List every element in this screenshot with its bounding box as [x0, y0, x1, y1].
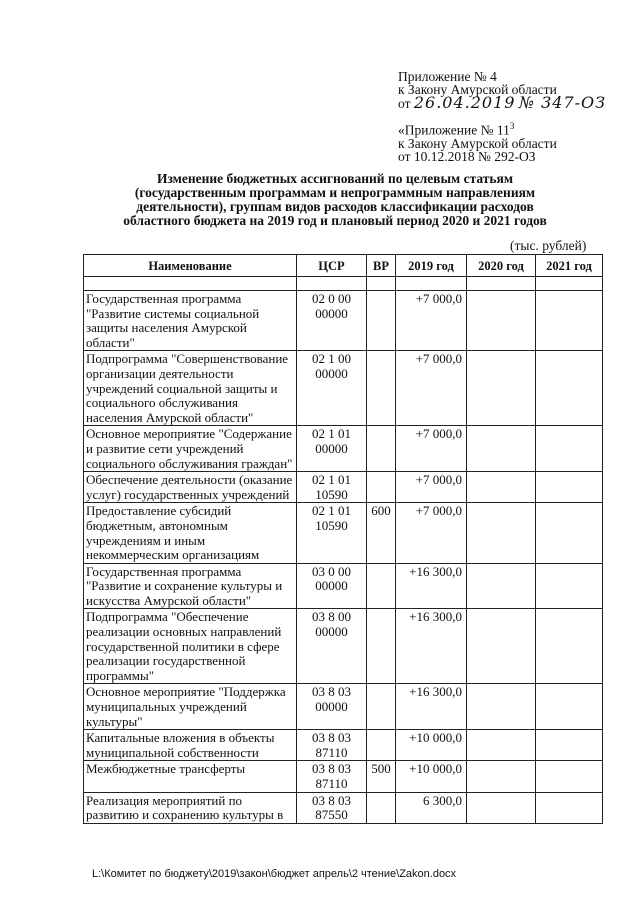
table-row — [84, 563, 603, 609]
row-2021 — [536, 761, 603, 792]
appendix-4-date-line — [398, 93, 607, 112]
header-vr: ВР — [367, 255, 396, 277]
row-vr — [367, 472, 396, 503]
row-name: Государственная программа "Развитие и сохранение культуры и искусства Амурской области" — [84, 563, 297, 609]
appendix-11-superscript: 3 — [509, 121, 515, 131]
row-vr: 600 — [367, 503, 396, 563]
row-2021 — [536, 291, 603, 351]
row-2019: +7 000,0 — [396, 351, 467, 426]
table-header-row — [84, 255, 603, 277]
row-vr: 500 — [367, 761, 396, 792]
title-line-2: (государственным программам и непрограммным направлениям — [134, 185, 536, 200]
header-2020: 2020 год — [467, 255, 536, 277]
row-name: Государственная программа "Развитие системы социальной защиты населения Амурской области" — [84, 291, 297, 351]
handwritten-date: 26.04.2019 — [413, 93, 516, 112]
document-title — [95, 172, 575, 228]
appendix-11-title: «Приложение № $11^3$ — [398, 121, 515, 138]
row-csr: 02 1 00 00000 — [297, 351, 367, 426]
row-csr: 03 8 03 00000 — [297, 684, 367, 730]
row-2020 — [467, 730, 536, 761]
row-2020 — [467, 609, 536, 684]
row-2021 — [536, 563, 603, 609]
budget-table — [83, 254, 603, 824]
row-csr: 03 8 03 87550 — [297, 792, 367, 823]
file-path-footer: L:\Комитет по бюджету\2019\закон\бюджет апрель\2 чтение\Zakon.docx — [92, 868, 457, 880]
row-csr: 03 8 03 87110 — [297, 730, 367, 761]
row-2021 — [536, 684, 603, 730]
table-row — [84, 472, 603, 503]
row-2021 — [536, 792, 603, 823]
row-name: Межбюджетные трансферты — [84, 761, 297, 792]
row-vr — [367, 684, 396, 730]
row-csr: 02 1 01 00000 — [297, 426, 367, 472]
row-2021 — [536, 609, 603, 684]
header-2019: 2019 год — [396, 255, 467, 277]
row-vr — [367, 426, 396, 472]
units-label: (тыс. рублей) — [510, 238, 587, 253]
row-2019: +7 000,0 — [396, 291, 467, 351]
row-2020 — [467, 291, 536, 351]
row-2020 — [467, 503, 536, 563]
title-line-3: деятельности), группам видов расходов классификации расходов — [136, 199, 534, 214]
table-row — [84, 426, 603, 472]
handwritten-number: № 347-ОЗ — [518, 93, 607, 112]
row-name: Подпрограмма "Обеспечение реализации основных направлений государственной политики в сфере реализации государственной программы" — [84, 609, 297, 684]
table-row — [84, 351, 603, 426]
row-2021 — [536, 730, 603, 761]
appendix-4-header — [398, 70, 606, 110]
table-row — [84, 684, 603, 730]
row-2020 — [467, 472, 536, 503]
appendix-4-title: Приложение № 4 — [398, 69, 497, 84]
row-2020 — [467, 563, 536, 609]
header-name: Наименование — [84, 255, 297, 277]
header-2021: 2021 год — [536, 255, 603, 277]
row-name: Капитальные вложения в объекты муниципальной собственности — [84, 730, 297, 761]
table-row — [84, 730, 603, 761]
row-vr — [367, 792, 396, 823]
row-2021 — [536, 426, 603, 472]
row-2019: 6 300,0 — [396, 792, 467, 823]
row-2020 — [467, 684, 536, 730]
title-line-4: областного бюджета на 2019 год и плановый период 2020 и 2021 годов — [123, 213, 547, 228]
row-name: Подпрограмма "Совершенствование организации деятельности учреждений социальной защиты и социального обслуживания населения Амурской области" — [84, 351, 297, 426]
row-name: Реализация мероприятий по развитию и сохранению культуры в — [84, 792, 297, 823]
table-row — [84, 503, 603, 563]
appendix-4-law: к Закону Амурской области — [398, 82, 557, 97]
table-row — [84, 291, 603, 351]
row-vr — [367, 291, 396, 351]
row-2020 — [467, 761, 536, 792]
row-2020 — [467, 351, 536, 426]
row-csr: 03 8 03 87110 — [297, 761, 367, 792]
header-csr: ЦСР — [297, 255, 367, 277]
row-csr: 02 0 00 00000 — [297, 291, 367, 351]
row-vr — [367, 730, 396, 761]
appendix-11-date: от 10.12.2018 № 292-ОЗ — [398, 148, 536, 164]
row-csr: 03 8 00 00000 — [297, 609, 367, 684]
row-2020 — [467, 426, 536, 472]
row-name: Основное мероприятие "Содержание и развитие сети учреждений социального обслуживания граждан" — [84, 426, 297, 472]
row-2019: +10 000,0 — [396, 730, 467, 761]
row-name: Основное мероприятие "Поддержка муниципальных учреждений культуры" — [84, 684, 297, 730]
row-2019: +16 300,0 — [396, 563, 467, 609]
appendix-11-header — [398, 120, 557, 163]
row-2021 — [536, 351, 603, 426]
title-line-1: Изменение бюджетных ассигнований по целевым статьям — [156, 171, 514, 186]
table-row — [84, 792, 603, 823]
table-row — [84, 761, 603, 792]
row-2020 — [467, 792, 536, 823]
row-2019: +16 300,0 — [396, 609, 467, 684]
appendix-4-date-prefix: от — [398, 96, 411, 111]
row-2021 — [536, 472, 603, 503]
row-vr — [367, 563, 396, 609]
row-vr — [367, 609, 396, 684]
row-2019: +7 000,0 — [396, 503, 467, 563]
table-row — [84, 609, 603, 684]
row-vr — [367, 351, 396, 426]
appendix-11-law: к Закону Амурской области — [398, 135, 557, 151]
row-csr: 02 1 01 10590 — [297, 503, 367, 563]
row-csr: 02 1 01 10590 — [297, 472, 367, 503]
row-2019: +16 300,0 — [396, 684, 467, 730]
row-2019: +7 000,0 — [396, 426, 467, 472]
row-2019: +7 000,0 — [396, 472, 467, 503]
table-spacer-row — [84, 277, 603, 291]
row-name: Обеспечение деятельности (оказание услуг) государственных учреждений — [84, 472, 297, 503]
row-name: Предоставление субсидий бюджетным, автономным учреждениям и иным некоммерческим организациям — [84, 503, 297, 563]
row-2019: +10 000,0 — [396, 761, 467, 792]
row-csr: 03 0 00 00000 — [297, 563, 367, 609]
row-2021 — [536, 503, 603, 563]
